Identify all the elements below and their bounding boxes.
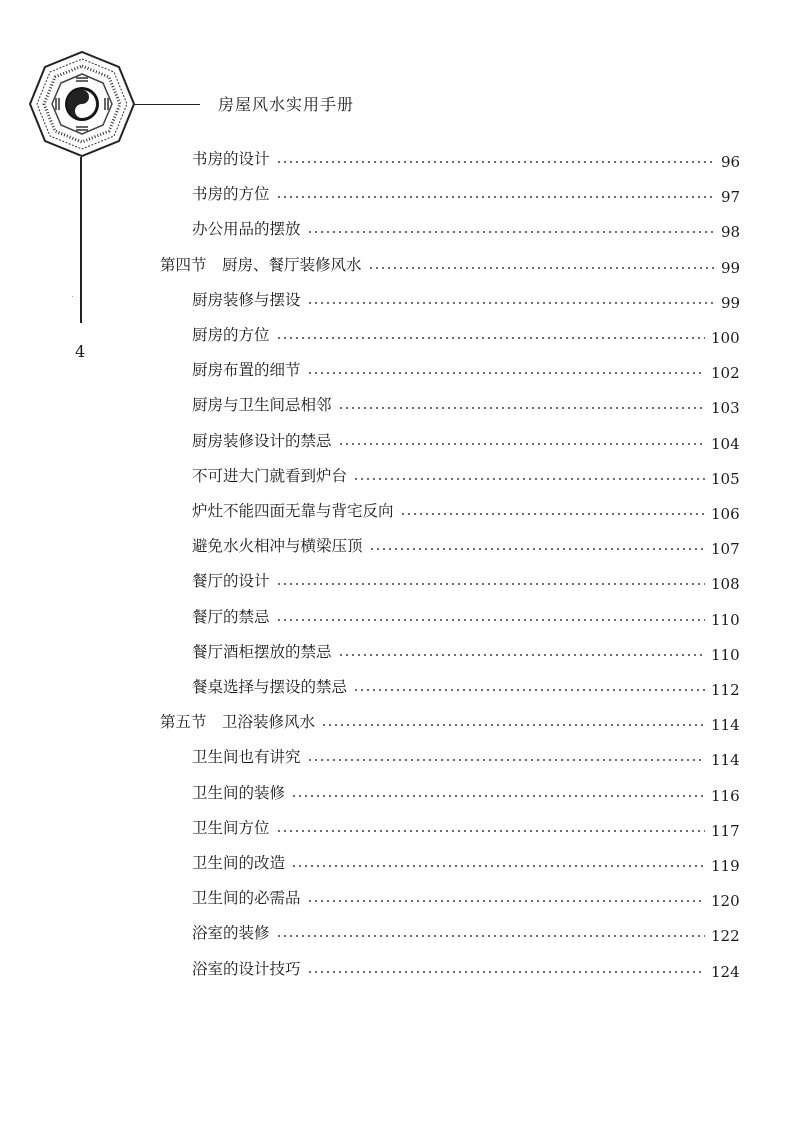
bagua-emblem-icon — [28, 50, 136, 158]
page-number: 4 — [75, 342, 86, 361]
toc-page-number: 116 — [711, 786, 740, 805]
toc-leader-dots — [276, 337, 705, 339]
toc-page-number: 99 — [721, 258, 741, 277]
toc-item-title: 厨房装修与摆设 — [192, 290, 301, 309]
toc-item-title: 餐厅的禁忌 — [192, 607, 270, 626]
toc-leader-dots — [369, 548, 705, 550]
toc-item-title: 厨房装修设计的禁忌 — [192, 431, 332, 450]
toc-page-number: 122 — [711, 927, 740, 946]
toc-item-title: 书房的方位 — [192, 185, 270, 204]
toc-page-number: 119 — [711, 857, 740, 875]
toc-entry — [0, 535, 803, 557]
toc-leader-dots — [307, 231, 715, 233]
toc-item-title: 避免水火相冲与横梁压顶 — [192, 537, 363, 556]
toc-entry — [0, 746, 803, 768]
toc-leader-dots — [307, 759, 705, 761]
toc-page-number: 114 — [711, 716, 740, 735]
toc-item-title: 厨房的方位 — [192, 326, 270, 344]
toc-entry — [0, 782, 803, 804]
toc-entry — [0, 922, 803, 944]
toc-entry — [0, 324, 803, 346]
toc-page-number: 108 — [711, 575, 740, 594]
toc-page-number: 120 — [711, 892, 740, 911]
toc-leader-dots — [338, 407, 705, 409]
toc-item-title: 卫生间也有讲究 — [192, 748, 301, 767]
toc-leader-dots — [307, 302, 715, 304]
toc-page-number: 112 — [711, 681, 740, 699]
toc-leader-dots — [307, 971, 705, 973]
toc-entry — [0, 359, 803, 381]
toc-entry — [0, 183, 803, 205]
toc-leader-dots — [307, 372, 705, 374]
toc-leader-dots — [276, 196, 715, 198]
toc-page-number: 106 — [711, 505, 740, 523]
toc-leader-dots — [276, 830, 705, 832]
toc-item-title: 卫生间方位 — [192, 818, 270, 837]
toc-leader-dots — [276, 161, 715, 163]
toc-entry — [0, 254, 803, 276]
toc-leader-dots — [307, 900, 705, 902]
toc-entry — [0, 465, 803, 487]
toc-page-number: 103 — [711, 399, 740, 418]
toc-entry — [0, 500, 803, 522]
toc-item-title: 餐桌选择与摆设的禁忌 — [192, 678, 348, 696]
toc-item-title: 餐厅的设计 — [192, 572, 270, 591]
toc-item-title: 办公用品的摆放 — [192, 220, 301, 239]
toc-item-title: 卫生间的改造 — [192, 854, 286, 872]
toc-page-number: 98 — [721, 223, 741, 242]
toc-entry — [0, 817, 803, 839]
toc-page-number: 96 — [721, 153, 741, 171]
toc-leader-dots — [276, 583, 705, 585]
toc-page-number: 117 — [711, 821, 740, 840]
toc-entry — [0, 570, 803, 592]
toc-page-number: 97 — [721, 188, 741, 207]
toc-leader-dots — [276, 935, 705, 937]
toc-leader-dots — [400, 513, 705, 515]
toc-entry — [0, 711, 803, 733]
toc-leader-dots — [353, 689, 705, 691]
toc-item-title: 卫生间的装修 — [192, 783, 286, 802]
toc-page-number: 110 — [711, 610, 740, 629]
toc-item-title: 炉灶不能四面无靠与背宅反向 — [192, 502, 394, 520]
book-title: 房屋风水实用手册 — [218, 95, 355, 114]
toc-entry — [0, 394, 803, 416]
toc-leader-dots — [291, 865, 705, 867]
toc-leader-dots — [338, 443, 705, 445]
toc-entry — [0, 430, 803, 452]
toc-page-number: 105 — [711, 469, 740, 488]
toc-entry — [0, 606, 803, 628]
toc-item-title: 厨房布置的细节 — [192, 361, 301, 380]
toc-leader-dots — [291, 795, 705, 797]
toc-leader-dots — [368, 267, 715, 269]
toc-item-title: 卫生间的必需品 — [192, 889, 301, 908]
toc-leader-dots — [276, 619, 705, 621]
toc-page-number: 114 — [711, 751, 740, 770]
toc-item-title: 浴室的设计技巧 — [192, 959, 301, 978]
toc-page-number: 110 — [711, 645, 740, 664]
toc-page-number: 99 — [721, 293, 741, 312]
toc-leader-dots — [338, 654, 705, 656]
toc-page-number: 124 — [711, 962, 740, 981]
toc-section-title: 第四节 厨房、餐厅装修风水 — [160, 255, 362, 274]
toc-item-title: 餐厅酒柜摆放的禁忌 — [192, 642, 332, 661]
toc-item-title: 不可进大门就看到炉台 — [192, 466, 348, 485]
toc-entry — [0, 289, 803, 311]
toc-leader-dots — [321, 724, 705, 726]
toc-section-title: 第五节 卫浴装修风水 — [160, 713, 316, 732]
toc-page-number: 107 — [711, 540, 740, 559]
toc-entry — [0, 641, 803, 663]
toc-entry — [0, 676, 803, 698]
toc-entry — [0, 218, 803, 240]
toc-leader-dots — [353, 478, 705, 480]
toc-entry — [0, 887, 803, 909]
toc-entry — [0, 852, 803, 874]
toc-page-number: 102 — [711, 364, 740, 383]
toc-item-title: 厨房与卫生间忌相邻 — [192, 396, 332, 415]
toc-item-title: 浴室的装修 — [192, 924, 270, 943]
toc-entry — [0, 958, 803, 980]
toc-item-title: 书房的设计 — [192, 150, 270, 168]
toc-entry — [0, 148, 803, 170]
toc-page-number: 100 — [711, 329, 740, 347]
toc-page-number: 104 — [711, 434, 740, 453]
header-rule — [134, 104, 200, 105]
